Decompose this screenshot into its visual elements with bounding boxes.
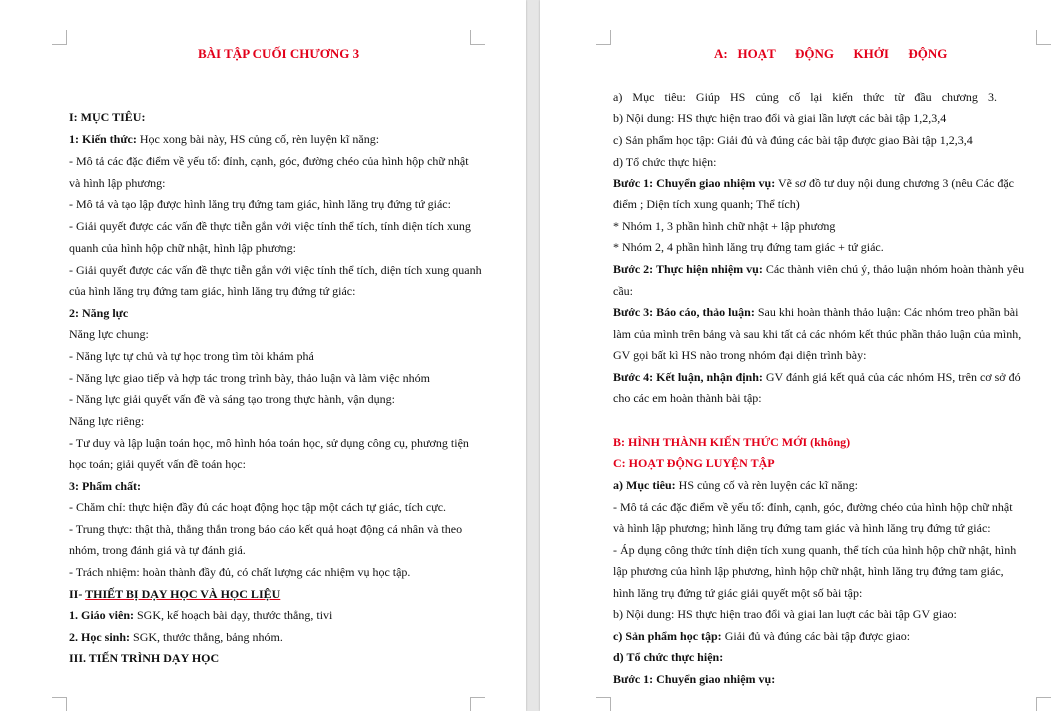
paragraph-line: lập phương của hình lập phương, hình hộp chữ nhật, hình lăng trụ đứng tam giác, xyxy=(613,564,1004,578)
page-corner-mark xyxy=(470,30,485,45)
document-page-left xyxy=(0,0,526,711)
paragraph-line: - Giải quyết được các vấn đề thực tiễn gắn với việc tính thể tích, diện tích xung quanh xyxy=(69,263,482,277)
subheading: d) Tổ chức thực hiện: xyxy=(613,650,724,664)
paragraph-line: - Năng lực giao tiếp và hợp tác trong trình bày, thảo luận và làm việc nhóm xyxy=(69,371,430,385)
paragraph-line xyxy=(613,478,858,493)
paragraph-line xyxy=(69,630,283,645)
paragraph-line xyxy=(613,262,1024,277)
paragraph-text: Vẽ sơ đồ tư duy nội dung chương 3 (nêu Các đặc xyxy=(775,176,1014,190)
page-corner-mark xyxy=(470,697,485,711)
paragraph-text: Học xong bài này, HS củng cố, rèn luyện kĩ năng: xyxy=(136,132,380,146)
paragraph-line: học toán; giải quyết vấn đề toán học: xyxy=(69,457,246,471)
section-heading: I: MỤC TIÊU: xyxy=(69,110,146,124)
page-corner-mark xyxy=(596,697,611,711)
paragraph-line: cầu: xyxy=(613,284,633,298)
section-heading-b: B: HÌNH THÀNH KIẾN THỨC MỚI (không) xyxy=(613,435,851,449)
page-corner-mark xyxy=(1036,697,1051,711)
paragraph-line: hình lăng trụ đứng tứ giác giải quyết một số bài tập: xyxy=(613,586,863,600)
step-label: Bước 4: Kết luận, nhận định: xyxy=(613,370,763,384)
paragraph-line: * Nhóm 2, 4 phần hình lăng trụ đứng tam giác + tứ giác. xyxy=(613,240,884,254)
paragraph-line: và hình lập phương: xyxy=(69,176,166,190)
paragraph-line: - Mô tả các đặc điểm về yếu tố: đỉnh, cạnh, góc, đường chéo của hình hộp chữ nhật xyxy=(69,154,469,168)
paragraph-text: SGK, thước thẳng, bảng nhóm. xyxy=(130,630,283,644)
paragraph-text: Các thành viên chú ý, thảo luận nhóm hoàn thành yêu xyxy=(762,262,1025,276)
document-title: BÀI TẬP CUỐI CHƯƠNG 3 xyxy=(198,46,360,61)
page-corner-mark xyxy=(596,30,611,45)
paragraph-line: GV gọi bất kì HS nào trong nhóm đại diện trình bày: xyxy=(613,348,867,362)
subheading: 3: Phẩm chất: xyxy=(69,479,141,493)
page-corner-mark xyxy=(52,30,67,45)
paragraph-line xyxy=(613,629,910,644)
paragraph-line: Năng lực riêng: xyxy=(69,414,145,428)
paragraph-line: cho các em hoàn thành bài tập: xyxy=(613,391,762,405)
paragraph-line: - Tư duy và lập luận toán học, mô hình hóa toán học, sử dụng công cụ, phương tiện xyxy=(69,436,469,450)
paragraph-line: b) Nội dung: HS thực hiện trao đổi và giai lan luợt các bài tập GV giao: xyxy=(613,607,957,621)
paragraph-line: - Áp dụng công thức tính diện tích xung quanh, thể tích của hình hộp chữ nhật, hình xyxy=(613,543,1017,557)
paragraph-text: Sau khi hoàn thành thảo luận: Các nhóm treo phần bài xyxy=(754,305,1019,319)
section-heading xyxy=(69,587,280,602)
paragraph-line: điểm ; Diện tích xung quanh; Thể tích) xyxy=(613,197,800,211)
section-heading: III. TIẾN TRÌNH DẠY HỌC xyxy=(69,651,220,665)
step-label: Bước 1: Chuyển giao nhiệm vụ: xyxy=(613,672,776,686)
paragraph-line: - Năng lực giải quyết vấn đề và sáng tạo trong thực hành, vận dụng: xyxy=(69,392,395,406)
paragraph-line xyxy=(613,305,1018,320)
subheading: c) Sản phẩm học tập: xyxy=(613,629,722,643)
subheading: 1. Giáo viên: xyxy=(69,608,134,622)
paragraph-line: - Trách nhiệm: hoàn thành đầy đủ, có chất lượng các nhiệm vụ học tập. xyxy=(69,565,411,579)
paragraph-line: d) Tổ chức thực hiện: xyxy=(613,155,717,169)
paragraph-line: làm của mình trên bảng và sau khi tất cả các nhóm kết thúc phần thảo luận của mình, xyxy=(613,327,1022,341)
paragraph-line: - Giải quyết được các vấn đề thực tiễn gắn với việc tính thể tích, tính diện tích xung xyxy=(69,219,471,233)
section-heading-c: C: HOẠT ĐỘNG LUYỆN TẬP xyxy=(613,456,775,470)
paragraph-text: Giải đủ và đúng các bài tập được giao: xyxy=(721,629,911,643)
paragraph-line xyxy=(69,608,332,623)
step-label: Bước 3: Báo cáo, thảo luận: xyxy=(613,305,755,319)
paragraph-line: c) Sản phẩm học tập: Giải đủ và đúng các bài tập được giao Bài tập 1,2,3,4 xyxy=(613,133,973,147)
paragraph-text: HS củng cố và rèn luyện các kĩ năng: xyxy=(675,478,858,492)
paragraph-line: - Trung thực: thật thà, thẳng thắn trong báo cáo kết quả hoạt động cá nhân và theo xyxy=(69,522,463,536)
document-page-right xyxy=(540,0,1063,711)
paragraph-line: b) Nội dung: HS thực hiện trao đổi và giai lần lượt các bài tập 1,2,3,4 xyxy=(613,111,947,125)
page-corner-mark xyxy=(1036,30,1051,45)
paragraph-line: - Chăm chỉ: thực hiện đầy đủ các hoạt động học tập một cách tự giác, tích cực. xyxy=(69,500,447,514)
paragraph-text: GV đánh giá kết quả của các nhóm HS, trên cơ sở đó xyxy=(762,370,1021,384)
subheading: a) Mục tiêu: xyxy=(613,478,676,492)
page-corner-mark xyxy=(52,697,67,711)
subheading: 2: Năng lực xyxy=(69,306,129,320)
paragraph-line: - Mô tả các đặc điểm về yếu tố: đỉnh, cạnh, góc, đường chéo của hình hộp chữ nhật xyxy=(613,500,1013,514)
step-label: Bước 1: Chuyển giao nhiệm vụ: xyxy=(613,176,776,190)
section-title-a: A: HOẠT ĐỘNG KHỞI ĐỘNG xyxy=(714,46,948,61)
paragraph-line: và hình lập phương; hình lăng trụ đứng tam giác và hình lăng trụ đứng tứ giác: xyxy=(613,521,991,535)
paragraph-line: của hình lăng trụ đứng tam giác, hình lăng trụ đứng tứ giác: xyxy=(69,284,356,298)
step-label: Bước 2: Thực hiện nhiệm vụ: xyxy=(613,262,763,276)
paragraph-text: SGK, kế hoạch bài dạy, thước thẳng, tivi xyxy=(134,608,333,622)
section-title: THIẾT BỊ DẠY HỌC VÀ HỌC LIỆU xyxy=(85,587,281,601)
paragraph-line: nhóm, trong đánh giá và tự đánh giá. xyxy=(69,543,246,557)
paragraph-line xyxy=(69,132,379,147)
section-number: II- xyxy=(69,587,86,601)
paragraph-line: quanh của hình hộp chữ nhật, hình lập phương: xyxy=(69,241,296,255)
paragraph-line xyxy=(613,370,1021,385)
paragraph-line: Năng lực chung: xyxy=(69,327,149,341)
paragraph-line: - Mô tả và tạo lập được hình lăng trụ đứng tam giác, hình lăng trụ đứng tứ giác: xyxy=(69,197,451,211)
paragraph-line: - Năng lực tự chủ và tự học trong tìm tòi khám phá xyxy=(69,349,314,363)
subheading: 1: Kiến thức: xyxy=(69,132,137,146)
subheading: 2. Học sinh: xyxy=(69,630,131,644)
paragraph-line: * Nhóm 1, 3 phần hình chữ nhật + lập phương xyxy=(613,219,836,233)
paragraph-line: a) Mục tiêu: Giúp HS củng cố lại kiến thức từ đầu chương 3. xyxy=(613,90,997,104)
paragraph-line xyxy=(613,176,1014,191)
